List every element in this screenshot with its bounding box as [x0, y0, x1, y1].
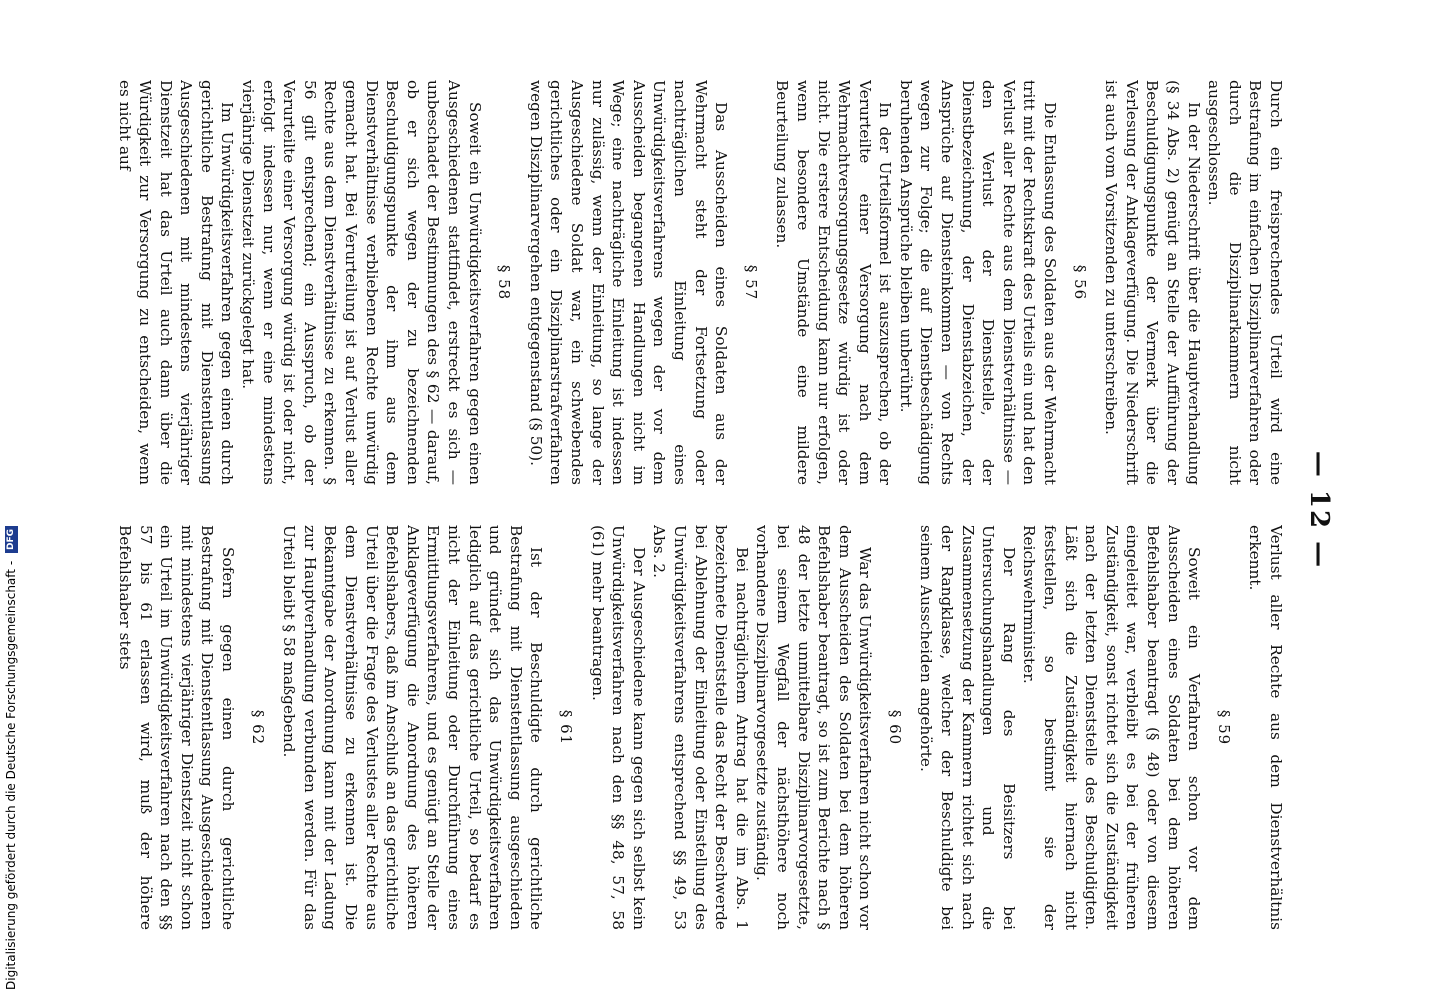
section-heading: § 56	[1070, 264, 1089, 301]
paragraph: Das Ausscheiden eines Soldaten aus der Wehrmacht steht der Fortsetzung oder nachträglichen Einleitung eines Unwürdigkeitsverfahrens wegen der vor dem Ausscheiden begangenen Handlungen nicht im Wege; eine nachträgliche Einleitung ist indessen nur zulässig, wenn der Einleitung, so lange der Ausgeschiedene Soldat war, ein schwebendes gerichtliches oder ein Disziplinarstrafverfahren wegen Disziplinarvergehen entgegenstand (§ 50).	[526, 80, 731, 485]
digitization-credit	[0, 0, 22, 1000]
paragraph: Ist der Beschuldigte durch gerichtliche Bestrafung mit Dienstentlassung ausgeschieden und gründet sich das Unwürdigkeitsverfahren lediglich auf das gerichtliche Urteil, so bedarf es nicht der Einleitung oder Durchführung eines Ermittlungsverfahrens, und es genügt an Stelle der Anklageverfügung die Anordnung des höheren Befehlshabers, daß im Anschluß an das gerichtliche Urteil über die Frage des Verlustes aller Rechte aus dem Dienstverhältnisse zu erkennen ist. Die Bekanntgabe der Anordnung kann mit der Ladung zur Hauptverhandlung verbunden werden. Für das Urteil bleibt § 58 maßgebend.	[280, 525, 546, 930]
paragraph: Der Rang des Beisitzers bei Untersuchungshandlungen und die Zusammensetzung der Kammern richtet sich nach der Rangklasse, welcher der Beschuldigte bei seinem Ausscheiden angehörte.	[917, 525, 1018, 930]
paragraph: Verlust aller Rechte aus dem Dienstverhältnis erkennt.	[1246, 525, 1285, 930]
paragraph: Bei nachträglichem Antrag hat die im Abs. 1 bezeichnete Dienststelle das Recht der Beschwerde bei Ablehnung der Einleitung oder Einstellung des Unwürdigkeitsverfahrens entsprechend §§ 49, 53 Abs. 2.	[650, 525, 751, 930]
page-number: — 12 —	[1304, 450, 1334, 570]
paragraph: War das Unwürdigkeitsverfahren nicht schon vor dem Ausscheiden des Soldaten bei dem höheren Befehlshaber beantragt, so ist zum Berichte nach § 48 der letzte unmittelbare Disziplinarvorgesetzte, bei seinem Wegfall der nächsthöhere noch vorhandene Disziplinarvorgesetzte zuständig.	[753, 525, 875, 930]
paragraph: Soweit ein Unwürdigkeitsverfahren gegen einen Ausgeschiedenen stattfindet, erstreckt es sich — unbeschadet der Bestimmungen des § 62 — darauf, ob er sich wegen der zu bezeichnenden Beschuldigungspunkte der ihm aus dem Dienstverhältnisse verbliebenen Rechte unwürdig gemacht hat. Bei Verurteilung ist auf Verlust aller Rechte aus dem Dienstverhältnisse zu erkennen. § 56 gilt entsprechend; ein Ausspruch, ob der Verurteilte einer Versorgung würdig ist oder nicht, erfolgt indessen nur, wenn er eine mindestens vierjährige Dienstzeit zurückgelegt hat.	[239, 80, 484, 485]
section-heading: § 57	[741, 264, 760, 301]
footer-strip	[0, 0, 22, 1000]
paragraph: In der Niederschrift über die Hauptverhandlung (§ 34 Abs. 2) genügt an Stelle der Aufführung der Beschuldigungspunkte der Vermerk über die Verlesung der Anklageverfügung. Die Niederschrift ist auch vom Vorsitzenden zu unterschreiben.	[1102, 80, 1203, 485]
section-heading: § 61	[557, 709, 575, 746]
section-heading: § 62	[248, 709, 267, 746]
credit-text: Digitalisierung gefördert durch die Deutsche Forschungsgemeinschaft -	[4, 560, 18, 990]
dfg-logo: DFG	[5, 526, 18, 553]
paragraph: Durch ein freisprechendes Urteil wird eine Bestrafung im einfachen Disziplinarverfahren oder durch die Disziplinarkammern nicht ausgeschlossen.	[1205, 80, 1285, 485]
paragraph: Die Entlassung des Soldaten aus der Wehrmacht tritt mit der Rechtskraft des Urteils ein und hat den Verlust aller Rechte aus dem Dienstverhältnisse — den Verlust der Dienststelle, der Dienstbezeichnung, der Dienstabzeichen, der Ansprüche auf Diensteinkommen — von Rechts wegen zur Folge; die auf Dienstbeschädigung beruhenden Ansprüche bleiben unberührt.	[896, 80, 1060, 485]
paragraph: Der Ausgeschiedene kann gegen sich selbst kein Unwürdigkeitsverfahren nach den §§ 48, 57, 58 (61) mehr beantragen.	[588, 525, 648, 930]
paragraph: Im Unwürdigkeitsverfahren gegen einen durch gerichtliche Bestrafung mit Dienstentlassung Ausgeschiedenen mit mindestens vierjähriger Dienstzeit hat das Urteil auch dann über die Würdigkeit zur Versorgung zu entscheiden, wenn es nicht auf	[115, 80, 237, 485]
section-heading: § 58	[495, 264, 514, 301]
right-column	[111, 525, 1286, 930]
paragraph: Soweit ein Verfahren schon vor dem Ausscheiden eines Soldaten bei dem höheren Befehlshaber beantragt (§ 48) oder von diesem eingeleitet war, verbleibt es bei der früheren Zuständigkeit, sonst richtet sich die Zuständigkeit nach der letzten Dienststelle des Beschuldigten. Läßt sich die Zuständigkeit hiernach nicht feststellen, so bestimmt sie der Reichswehrminister.	[1020, 525, 1204, 930]
document-page	[99, 80, 1334, 940]
paragraph: Sofern gegen einen durch gerichtliche Bestrafung mit Dienstentlassung Ausgeschiedenen mit mindestens vierjähriger Dienstzeit nicht schon ein Urteil im Unwürdigkeitsverfahren nach den §§ 57 bis 61 erlassen wird, muß der höhere Befehlshaber stets	[116, 525, 238, 930]
section-heading: § 59	[1214, 709, 1233, 746]
left-column	[111, 80, 1286, 485]
section-heading: § 60	[885, 709, 904, 746]
paragraph: In der Urteilsformel ist auszusprechen, ob der Verurteilte einer Versorgung nach dem Wehrmachtversorgungsgesetze würdig ist oder nicht. Die erstere Entscheidung kann nur erfolgen, wenn besondere Umstände eine mildere Beurteilung zulassen.	[773, 80, 895, 485]
